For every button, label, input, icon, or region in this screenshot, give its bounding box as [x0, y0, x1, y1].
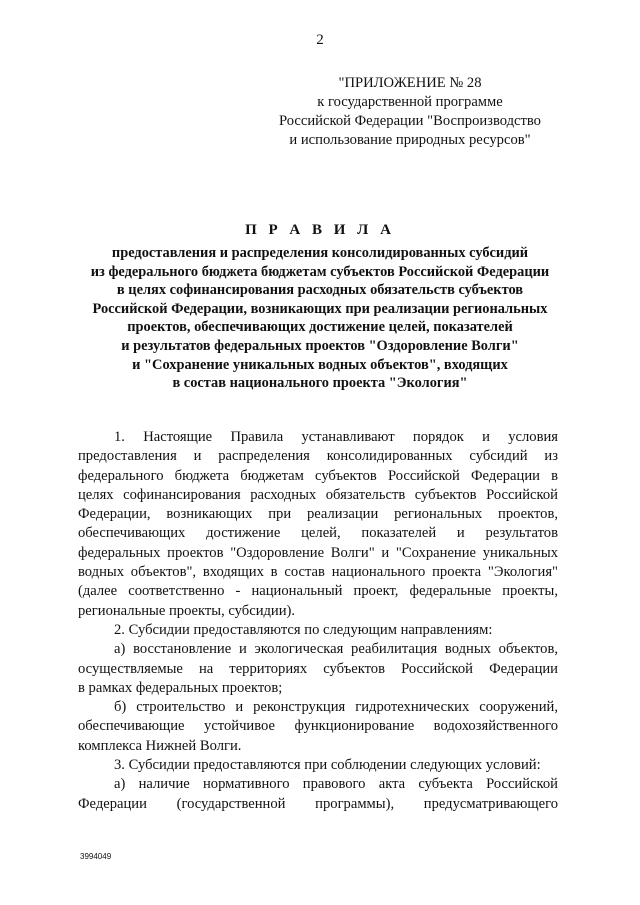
body-line: а) наличие нормативного правового акта субъекта Российской	[114, 776, 558, 793]
rules-title: П Р А В И Л А	[245, 222, 395, 238]
body-line: а) восстановление и экологическая реабилитация водных объектов,	[114, 641, 558, 658]
body-line: 1. Настоящие Правила устанавливают порядок и условия	[114, 429, 558, 445]
body-line: предоставления и распределения консолидированных субсидий из	[78, 448, 558, 465]
appendix-line: Российской Федерации "Воспроизводство	[279, 113, 541, 129]
body-line: федеральных проектов "Оздоровление Волги" и "Сохранение уникальных	[78, 544, 558, 561]
body-line: обеспечивающих достижение целей, показателей и результатов	[78, 525, 558, 542]
body-line: 3. Субсидии предоставляются при соблюдении следующих условий:	[114, 757, 541, 774]
appendix-line: "ПРИЛОЖЕНИЕ № 28	[338, 75, 482, 91]
body-line: в рамках федеральных проектов;	[78, 679, 283, 696]
rules-subtitle	[60, 244, 580, 393]
subtitle-line: и "Сохранение уникальных водных объектов", входящих	[132, 356, 508, 373]
subtitle-line: и результатов федеральных проектов "Оздоровление Волги"	[121, 337, 519, 354]
appendix-line: и использование природных ресурсов"	[289, 132, 531, 148]
subtitle-line: проектов, обеспечивающих достижение целей, показателей	[127, 319, 513, 336]
body-line: Федерации (государственной программы), предусматривающего	[78, 795, 558, 812]
body-line: обеспечивающие устойчивое функционирование водохозяйственного	[78, 718, 558, 735]
body-line: целях софинансирования расходных обязательств субъектов Российской	[78, 486, 558, 503]
page-number: 2	[316, 32, 324, 48]
footer-code: 3994049	[80, 852, 112, 861]
body-text	[78, 428, 558, 814]
body-line: федерального бюджета бюджетам субъектов Российской Федерации в	[78, 467, 558, 484]
body-line: (далее соответственно - национальный проект, федеральные проекты,	[78, 583, 558, 600]
subtitle-line: из федерального бюджета бюджетам субъектов Российской Федерации	[90, 263, 550, 280]
body-line: водных объектов", входящих в состав национального проекта "Экология"	[78, 564, 558, 581]
body-line: региональные проекты, субсидии).	[78, 602, 296, 619]
body-line: Федерации, возникающих при реализации региональных проектов,	[78, 506, 558, 523]
body-line: б) строительство и реконструкция гидротехнических сооружений,	[114, 699, 558, 716]
body-line: осуществляемые на территориях субъектов Российской Федерации	[78, 660, 558, 677]
subtitle-line: в состав национального проекта "Экология"	[172, 375, 468, 392]
subtitle-line: в целях софинансирования расходных обязательств субъектов	[116, 282, 524, 299]
appendix-line: к государственной программе	[317, 94, 503, 110]
subtitle-line: предоставления и распределения консолидированных субсидий	[111, 245, 529, 261]
body-line: комплекса Нижней Волги.	[78, 737, 242, 754]
body-line: 2. Субсидии предоставляются по следующим направлениям:	[114, 621, 493, 638]
subtitle-line: Российской Федерации, возникающих при реализации региональных	[92, 300, 548, 317]
appendix-block	[240, 74, 580, 150]
